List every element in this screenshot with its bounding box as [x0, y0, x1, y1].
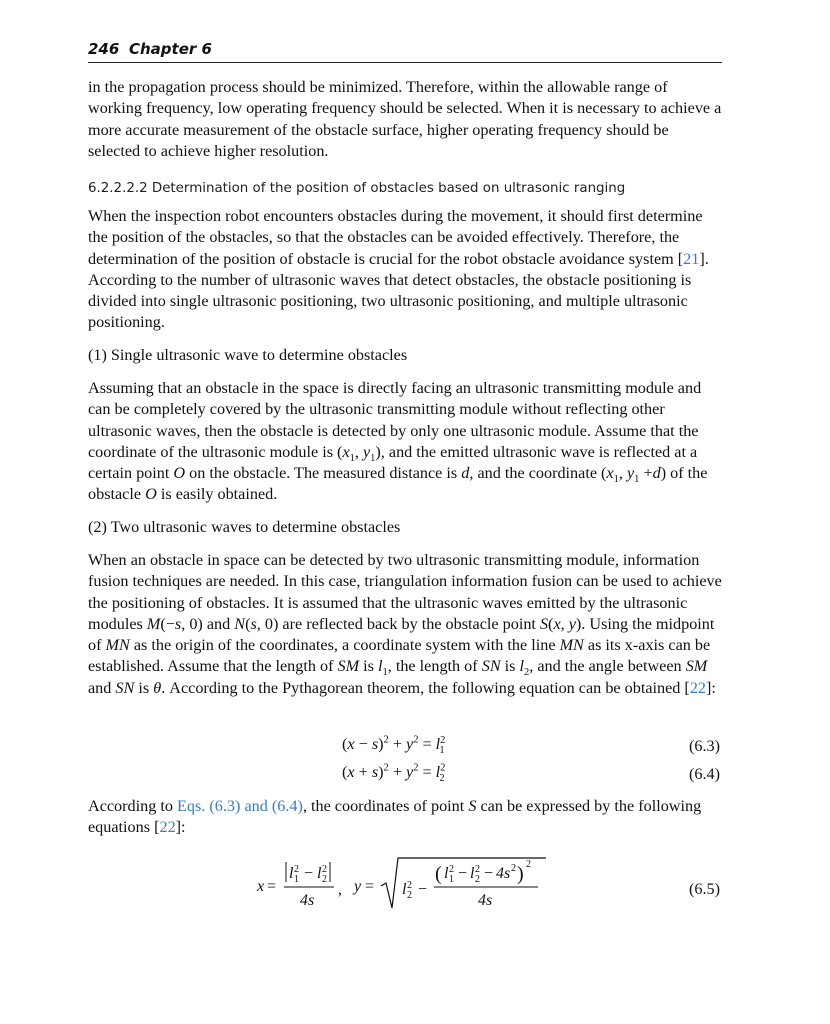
svg-text:,: , [338, 881, 342, 898]
svg-text:l: l [402, 881, 407, 898]
equation-number-6-4: (6.4) [688, 765, 720, 783]
svg-text:2: 2 [511, 863, 516, 874]
svg-text:2: 2 [322, 874, 327, 885]
svg-text:2: 2 [449, 864, 454, 875]
paragraph-4: When an obstacle in space can be detected by two ultrasonic transmitting module, information fusion techniques are needed. In this case, triangulation information fusion can be used to achieve the positioning of obstacles. It is assumed that the ultrasonic waves emitted by the ultrasonic modules M(−s, 0) and N(s, 0) are reflected back by the obstacle point S(x, y). Using the midpoint of MN as the origin of the coordinates, a coordinate system with the line MN as its x-axis can be established. Assume that the length of SM is $l_1$, the length of SN is $l_2$, and the angle between SM and SN is θ. According to the Pythagorean theorem, the following equation can be obtained [22]: [88, 551, 722, 697]
citation-link[interactable]: 21 [683, 249, 700, 268]
paragraph-3: Assuming that an obstacle in the space is directly facing an ultrasonic transmitting module and can be completely covered by the ultrasonic transmitting module without reflecting other ultrasonic waves, then the obstacle is detected by only one ultrasonic module. Assume that the coordinate of the ultrasonic module is ($x_1$, $y_1$), and the emitted ultrasonic wave is reflected at a certain point O on the obstacle. The measured distance is d, and the coordinate ($x_1$, $y_1 +d$) of the obstacle O is easily obtained. [88, 379, 708, 504]
svg-text:=: = [267, 878, 277, 895]
equation-reference-link[interactable]: Eqs. (6.3) and (6.4) [177, 797, 303, 815]
svg-text:2: 2 [407, 890, 412, 901]
svg-text:=: = [365, 878, 375, 895]
svg-text:2: 2 [475, 874, 480, 885]
svg-text:−: − [458, 865, 468, 882]
paragraph-5: According to Eqs. (6.3) and (6.4), the coordinates of point S can be expressed by the following equations [22]: [88, 797, 702, 837]
svg-text:l: l [470, 865, 475, 882]
equation-6-5 [250, 850, 570, 920]
svg-text:l: l [317, 865, 322, 882]
svg-text:4s: 4s [478, 892, 493, 909]
chapter-title: Chapter 6 [129, 40, 212, 58]
svg-text:): ) [517, 863, 524, 885]
svg-text:2: 2 [526, 859, 531, 870]
paragraph-1: in the propagation process should be minimized. Therefore, within the allowable range of working frequency, low operating frequency should be selected. When it is necessary to achieve a more accurate measurement of the obstacle surface, higher operating frequency should be selected to achieve higher resolution. [88, 78, 722, 160]
svg-text:−: − [418, 881, 428, 898]
svg-text:−: − [304, 865, 314, 882]
equation-6-4: $(x + s)^2 + y^2 = l^2_2$ [342, 762, 446, 785]
svg-text:4s: 4s [496, 865, 511, 882]
svg-text:2: 2 [322, 864, 327, 875]
equation-6-3: $(x - s)^2 + y^2 = l^2_1$ [342, 734, 446, 757]
subheading-two: (2) Two ultrasonic waves to determine obstacles [88, 518, 401, 536]
svg-text:4s: 4s [300, 892, 315, 909]
section-heading: 6.2.2.2.2 Determination of the position of obstacles based on ultrasonic ranging [88, 181, 626, 196]
svg-text:x: x [257, 878, 265, 895]
svg-text:−: − [484, 865, 494, 882]
citation-link[interactable]: 22 [159, 818, 176, 837]
subheading-single: (1) Single ultrasonic wave to determine obstacles [88, 346, 408, 364]
svg-text:2: 2 [407, 880, 412, 891]
equation-number-6-5: (6.5) [688, 880, 720, 898]
citation-link[interactable]: 22 [689, 678, 707, 697]
paragraph-2: When the inspection robot encounters obstacles during the movement, it should first determine the position of the obstacles, so that the obstacles can be avoided effectively. Therefore, the determination of the position of obstacle is crucial for the robot obstacle avoidance system [21]. According to the number of ultrasonic waves that detect obstacles, the obstacle positioning is divided into single ultrasonic positioning, two ultrasonic positioning, and multiple ultrasonic positioning. [88, 207, 709, 332]
equation-number-6-3: (6.3) [688, 737, 720, 755]
svg-text:l: l [289, 865, 294, 882]
svg-text:(: ( [435, 863, 442, 885]
svg-text:y: y [354, 878, 362, 895]
running-header [88, 38, 722, 63]
svg-text:1: 1 [449, 874, 454, 885]
svg-text:1: 1 [294, 874, 299, 885]
svg-text:l: l [444, 865, 449, 882]
svg-text:2: 2 [475, 864, 480, 875]
page-number: 246 [88, 40, 120, 58]
svg-text:2: 2 [294, 864, 299, 875]
